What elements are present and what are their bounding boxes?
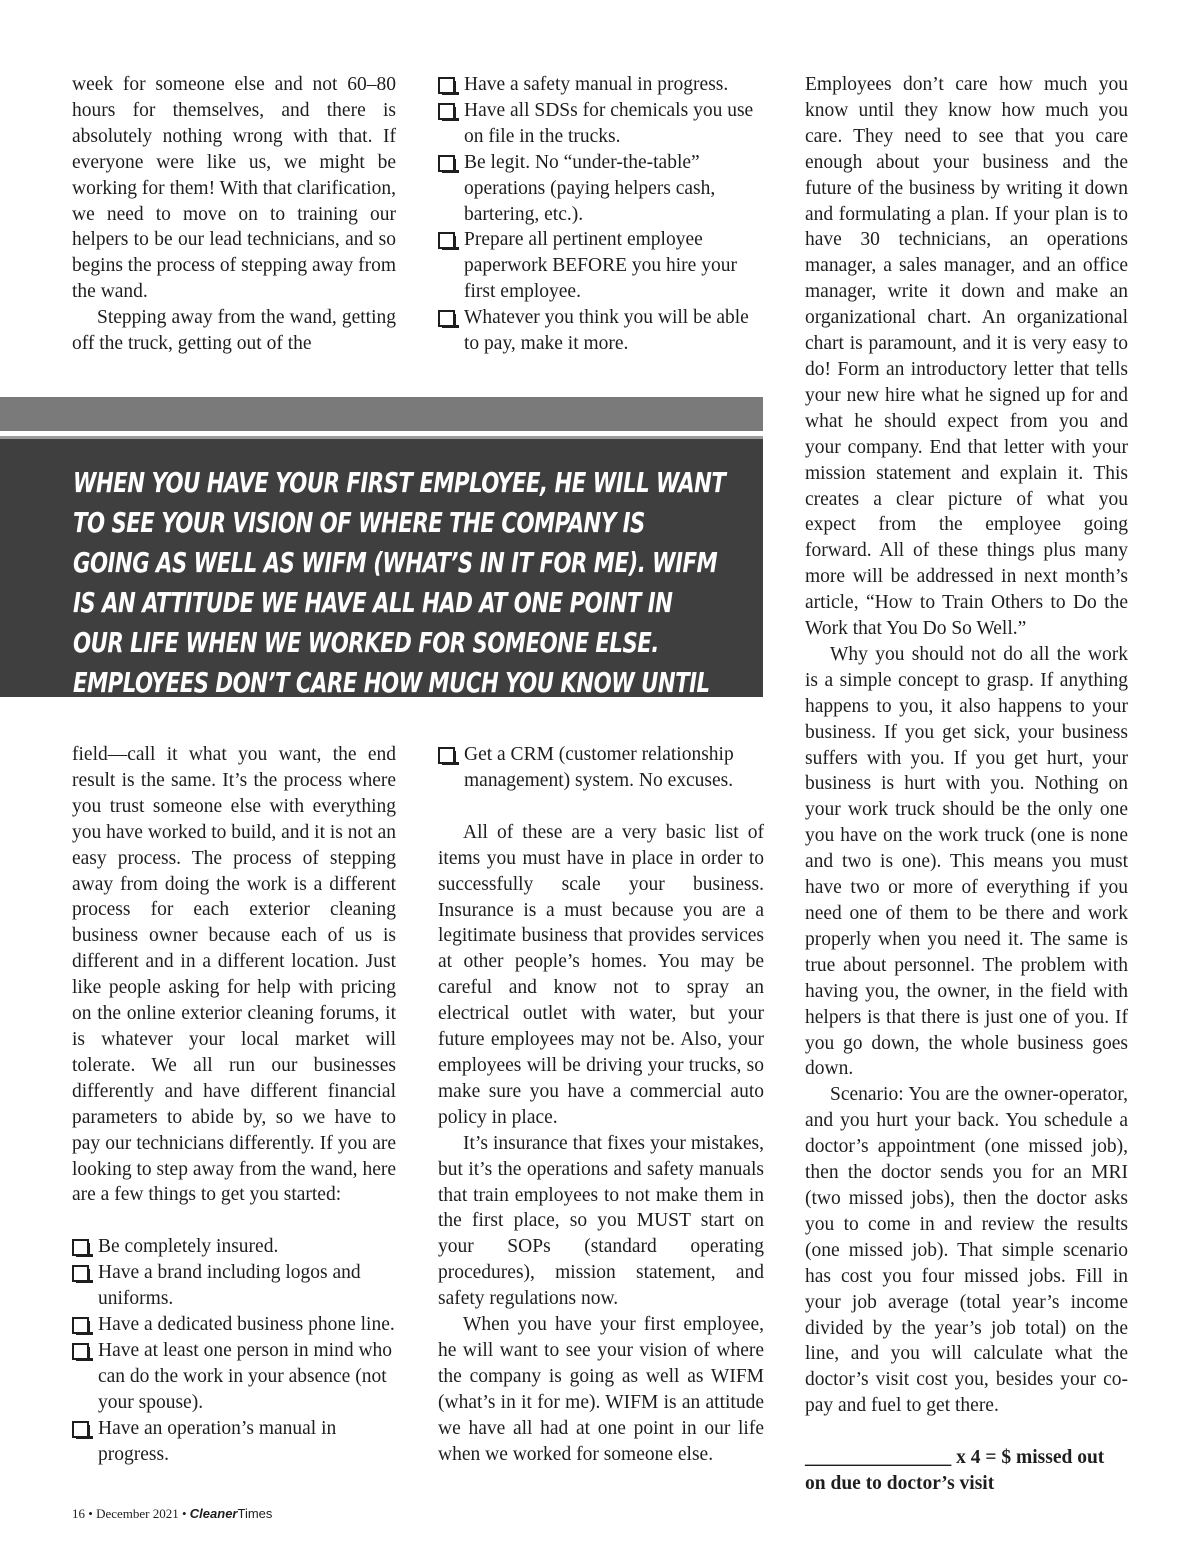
checklist-item: Prepare all pertinent employee paperwork BEFORE you hire your first employee.	[438, 227, 764, 305]
formula-line: _______________ x 4 = $ missed out on due to doctor’s visit	[805, 1447, 1105, 1495]
checklist-item: Have an operation’s manual in progress.	[72, 1416, 396, 1468]
checklist-item: Whatever you think you will be able to pay, make it more.	[438, 305, 764, 357]
checkbox-icon	[438, 155, 455, 172]
checkbox-icon	[438, 747, 455, 764]
paragraph: week for someone else and not 60–80 hours for themselves, and there is absolutely nothing wrong with that. If everyone were like us, we might be working for them! With that clarification, we need to move on to training our helpers to be our lead technicians, and so begins the process of stepping away from the wand.	[72, 74, 396, 303]
separator: •	[88, 1506, 93, 1521]
checklist	[438, 742, 764, 794]
checkbox-icon	[72, 1317, 89, 1334]
separator: •	[181, 1506, 187, 1521]
checklist-item: Have a safety manual in progress.	[438, 72, 764, 98]
checkbox-icon	[72, 1239, 89, 1256]
checklist	[72, 1234, 396, 1467]
checklist-item: Get a CRM (customer relationship management) system. No excuses.	[438, 742, 764, 794]
paragraph: Scenario: You are the owner-operator, and you hurt your back. You schedule a doctor’s appointment (one missed job), then the doctor sends you for an MRI (two missed jobs), then the doctor asks you to come in and review the results (one missed job). That simple scenario has cost you four missed jobs. Fill in your job average (total year’s income divided by the year’s job total) on the line, and you will calculate what the doctor’s visit cost you, besides your co-pay and fuel to get there.	[805, 1084, 1128, 1417]
page-footer	[72, 1506, 272, 1522]
magazine-name-suffix: Times	[237, 1506, 273, 1521]
checkbox-icon	[72, 1421, 89, 1438]
column-1-bottom	[72, 742, 396, 1467]
paragraph: All of these are a very basic list of items you must have in place in order to successfully scale your business. Insurance is a must because you are a legitimate business that provides services at other people’s homes. You may be careful and know not to spray an electrical outlet with water, but your future employees may not be. Also, your employees will be driving your trucks, so make sure you have a commercial auto policy in place.	[438, 821, 764, 1128]
page-number: 16	[72, 1506, 85, 1521]
checklist-item: Be completely insured.	[72, 1234, 396, 1260]
pull-quote-band	[0, 397, 763, 431]
paragraph: It’s insurance that fixes your mistakes, but it’s the operations and safety manuals that train employees to not make them in the first place, so you MUST start on your SOPs (standard operating procedures), mission statement, and safety regulations now.	[438, 1132, 764, 1310]
paragraph: Stepping away from the wand, getting off the truck, getting out of the	[72, 307, 396, 355]
column-1-top	[72, 72, 396, 357]
column-3	[805, 72, 1128, 1497]
checkbox-icon	[72, 1343, 89, 1360]
column-2-top	[438, 72, 764, 357]
checkbox-icon	[72, 1265, 89, 1282]
checklist-item: Have all SDSs for chemicals you use on file in the trucks.	[438, 98, 764, 150]
paragraph: Why you should not do all the work is a simple concept to grasp. If anything happens to you, it also happens to your business. If you get sick, your business suffers with you. If you get hurt, your business is hurt with you. Nothing on your work truck should be the only one you have on the work truck (one is none and two is one). This means you must have two or more of everything if you need one of them to be there and work properly when you need it. The same is true about personnel. The problem with having you, the owner, in the field with helpers is that there is just one of you. If you go down, the whole business goes down.	[805, 643, 1128, 1080]
paragraph: When you have your first employee, he will want to see your vision of where the company is going as well as WIFM (what’s in it for me). WIFM is an attitude we have all had at one point in our life when we worked for someone else.	[438, 1314, 764, 1465]
paragraph: field—call it what you want, the end result is the same. It’s the process where you trust someone else with everything you have worked to build, and it is not an easy process. The process of stepping away from doing the work is a different process for each exterior cleaning business owner because each of us is different and in a different location. Just like people asking for help with pricing on the online exterior cleaning forums, it is whatever your local market will tolerate. We all run our businesses differently and have different financial parameters to abide by, so we have to pay our technicians differently. If you are looking to step away from the wand, here are a few things to get you started:	[72, 744, 396, 1206]
checklist-item: Have a dedicated business phone line.	[72, 1312, 396, 1338]
paragraph: Employees don’t care how much you know until they know how much you care. They need to see that you care enough about your business and the future of the business by writing it down and formulating a plan. If your plan is to have 30 technicians, an operations manager, a sales manager, and an office manager, write it down and make an organizational chart. An organizational chart is paramount, and it is very easy to do! Form an introductory letter that tells your new hire what he signed up for and what he should expect from you and your company. End that letter with your mission statement and explain it. This creates a clear picture of what you expect from the employee going forward. All of these things plus many more will be addressed in next month’s article, “How to Train Others to Do the Work that You Do So Well.”	[805, 74, 1128, 640]
checklist-item: Have a brand including logos and uniforms.	[72, 1260, 396, 1312]
checkbox-icon	[438, 232, 455, 249]
column-2-bottom	[438, 742, 764, 1467]
checkbox-icon	[438, 103, 455, 120]
checklist	[438, 72, 764, 357]
pull-quote-text: WHEN YOU HAVE YOUR FIRST EMPLOYEE, HE WILL WANT TO SEE YOUR VISION OF WHERE THE COMPANY IS GOING AS WELL AS WIFM (WHAT’S IN IT FOR ME). WIFM IS AN ATTITUDE WE HAVE ALL HAD AT ONE POINT IN OUR LIFE WHEN WE WORKED FOR SOMEONE ELSE. EMPLOYEES DON’T CARE HOW MUCH YOU KNOW UNTIL THEY KNOW HOW MUCH YOU CARE.	[73, 467, 726, 739]
checklist-item: Have at least one person in mind who can do the work in your absence (not your spouse).	[72, 1338, 396, 1416]
checklist-item: Be legit. No “under-the-table” operations (paying helpers cash, bartering, etc.).	[438, 150, 764, 228]
checkbox-icon	[438, 77, 455, 94]
magazine-name: Cleaner	[189, 1506, 238, 1521]
issue-date: December 2021	[96, 1506, 179, 1521]
checkbox-icon	[438, 310, 455, 327]
